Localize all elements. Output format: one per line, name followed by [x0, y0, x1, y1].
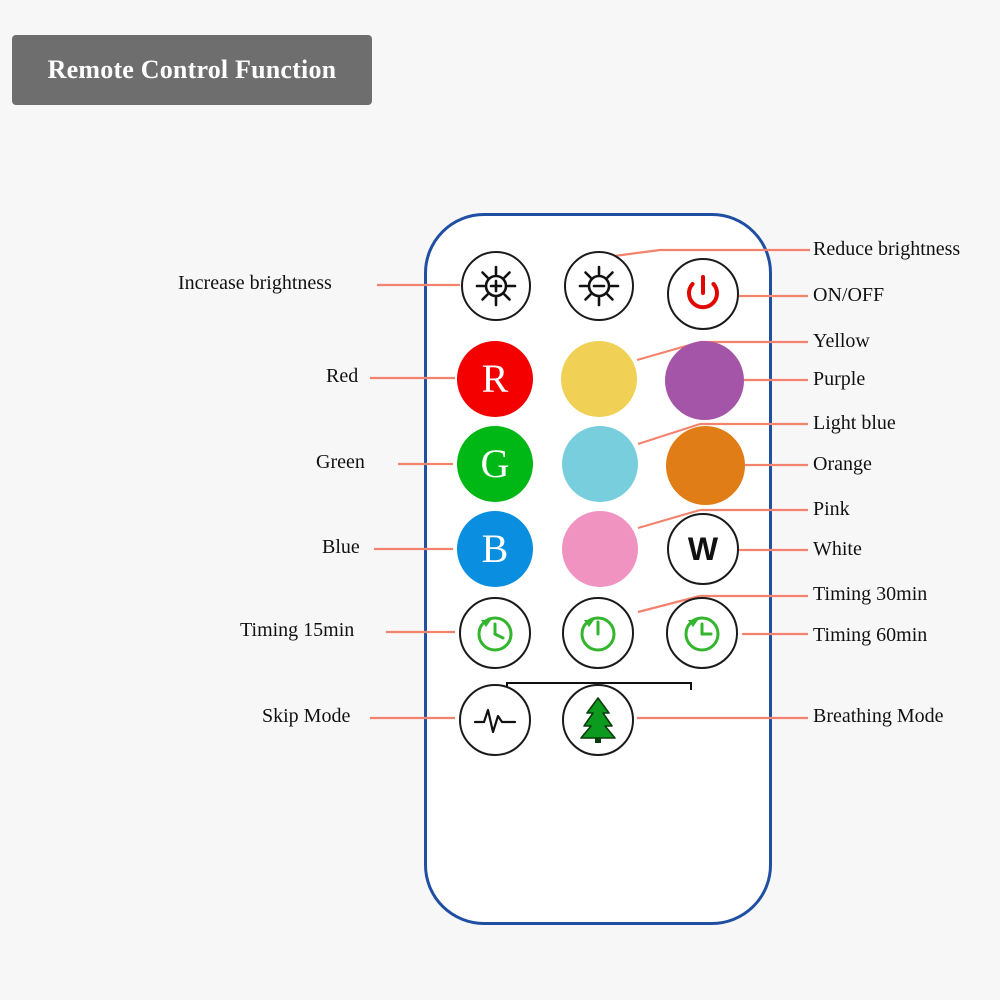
button-power[interactable]: [667, 258, 739, 330]
button-timing-15min[interactable]: [459, 597, 531, 669]
letter-r-icon: R: [481, 356, 509, 401]
page-title: Remote Control Function: [47, 55, 337, 84]
label-yellow: Yellow: [813, 330, 870, 352]
button-reduce-brightness[interactable]: [564, 251, 634, 321]
sun-minus-icon: [575, 262, 623, 310]
power-icon: [682, 273, 724, 315]
label-red: Red: [326, 365, 359, 387]
mode-connector-right-tick: [690, 682, 692, 690]
letter-w-icon: W: [687, 531, 719, 567]
letter-b-icon: B: [481, 526, 509, 571]
button-purple[interactable]: [665, 341, 744, 420]
letter-g-icon: G: [480, 441, 510, 486]
clock-icon: [469, 607, 521, 659]
tree-icon: [573, 694, 623, 746]
label-purple: Purple: [813, 368, 866, 390]
button-pink[interactable]: [562, 511, 638, 587]
button-light-blue[interactable]: [562, 426, 638, 502]
button-timing-60min[interactable]: [666, 597, 738, 669]
clock-icon: [676, 607, 728, 659]
label-orange: Orange: [813, 453, 872, 475]
button-white[interactable]: [667, 513, 739, 585]
label-on-off: ON/OFF: [813, 284, 885, 306]
label-timing-60min: Timing 60min: [813, 624, 928, 646]
button-skip-mode[interactable]: [459, 684, 531, 756]
button-blue[interactable]: [457, 511, 533, 587]
button-green[interactable]: [457, 426, 533, 502]
sun-plus-icon: [472, 262, 520, 310]
label-reduce-brightness: Reduce brightness: [813, 238, 961, 260]
button-yellow[interactable]: [561, 341, 637, 417]
label-pink: Pink: [813, 498, 850, 520]
label-increase-brightness: Increase brightness: [178, 272, 332, 294]
button-breathing-mode[interactable]: [562, 684, 634, 756]
label-timing-30min: Timing 30min: [813, 583, 928, 605]
button-red[interactable]: [457, 341, 533, 417]
button-orange[interactable]: [666, 426, 745, 505]
label-breathing-mode: Breathing Mode: [813, 705, 944, 727]
label-timing-15min: Timing 15min: [240, 619, 355, 641]
label-green: Green: [316, 451, 365, 473]
clock-icon: [572, 607, 624, 659]
label-white: White: [813, 538, 862, 560]
title-banner: [12, 35, 372, 105]
label-skip-mode: Skip Mode: [262, 705, 351, 727]
button-timing-30min[interactable]: [562, 597, 634, 669]
pulse-icon: [470, 700, 520, 740]
button-increase-brightness[interactable]: [461, 251, 531, 321]
label-light-blue: Light blue: [813, 412, 896, 434]
label-blue: Blue: [322, 536, 360, 558]
